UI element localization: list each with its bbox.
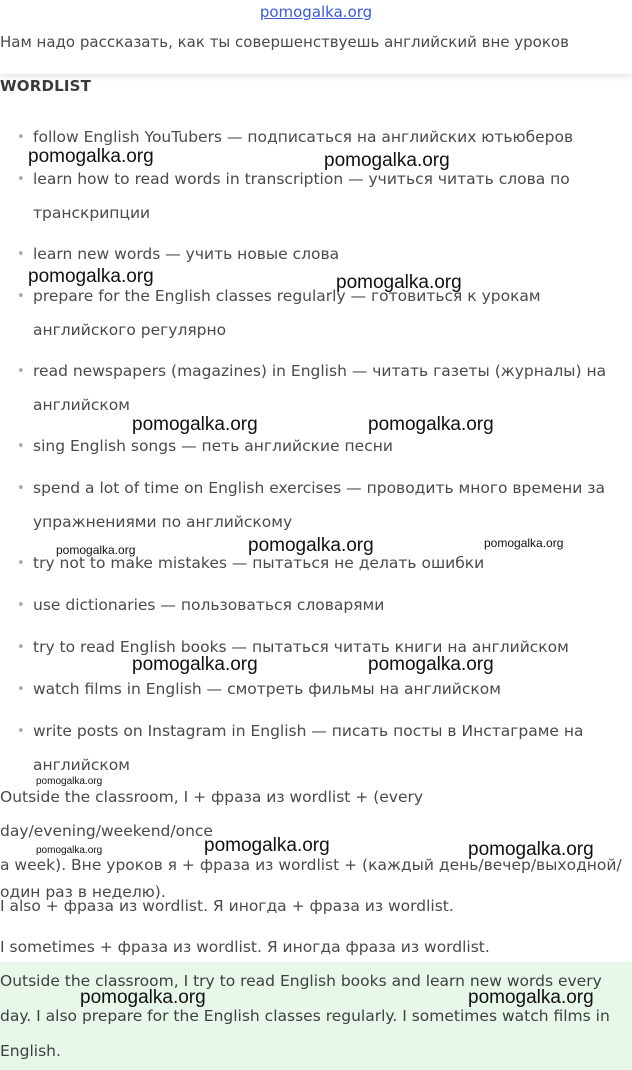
wordlist-item: • read newspapers (magazines) in English — читать газеты (журналы) на английском [33,354,613,422]
watermark: pomogalka.org [28,266,154,287]
wordlist-item: • write posts on Instagram in English — писать посты в Инстаграме на английском [33,714,613,782]
wordlist-item: • try not to make mistakes — пытаться не делать ошибки [33,546,613,580]
wordlist-heading: WORDLIST [0,77,92,95]
watermark: pomogalka.org [336,272,462,293]
watermark: pomogalka.org [324,150,450,171]
wordlist-item: • watch films in English — смотреть фильмы на английском [33,672,613,706]
watermark: pomogalka.org [80,987,206,1008]
watermark: pomogalka.org [132,414,258,435]
watermark: pomogalka.org [36,845,103,856]
task-title: Нам надо рассказать, как ты совершенствуешь английский вне уроков [0,33,569,51]
watermark: pomogalka.org [368,414,494,435]
wordlist-item: • follow English YouTubers — подписаться на английских ютьюберов [33,120,613,154]
watermark: pomogalka.org [132,654,258,675]
wordlist-item: • prepare for the English classes regularly — готовиться к урокам английского регулярно [33,279,613,347]
watermark: pomogalka.org [28,146,154,167]
pattern-line: a week). Вне уроков я + фраза из wordlist + (каждый день/вечер/выходной/ [0,856,622,874]
site-header [0,0,632,74]
watermark: pomogalka.org [484,536,564,550]
answer-text: Outside the classroom, I try to read English books and learn new words every day. I also prepare for the English classes regularly. I sometimes watch films in English. [0,972,610,1060]
pattern-paragraph-2: I also + фраза из wordlist. Я иногда + фраза из wordlist. [0,897,454,915]
pattern-line: один раз в неделю). [0,883,166,901]
watermark: pomogalka.org [468,987,594,1008]
wordlist-item: • use dictionaries — пользоваться словарями [33,588,613,622]
wordlist-item: • sing English songs — петь английские песни [33,429,613,463]
wordlist-item: • learn new words — учить новые слова [33,237,613,271]
watermark: pomogalka.org [368,654,494,675]
wordlist-item: • try to read English books — пытаться читать книги на английском [33,630,613,664]
pattern-paragraph-3: I sometimes + фраза из wordlist. Я иногда фраза из wordlist. [0,938,490,956]
watermark: pomogalka.org [468,839,594,860]
wordlist-item: • learn how to read words in transcription — учиться читать слова по транскрипции [33,162,613,230]
watermark: pomogalka.org [36,776,103,787]
watermark: pomogalka.org [204,835,330,856]
wordlist-item: • spend a lot of time on English exercises — проводить много времени за упражнениями по английскому [33,471,613,539]
watermark: pomogalka.org [56,543,136,557]
site-link[interactable]: pomogalka.org [259,3,373,21]
pattern-line: Outside the classroom, I + фраза из wordlist + (every day/evening/weekend/once [0,788,424,840]
watermark: pomogalka.org [248,535,374,556]
